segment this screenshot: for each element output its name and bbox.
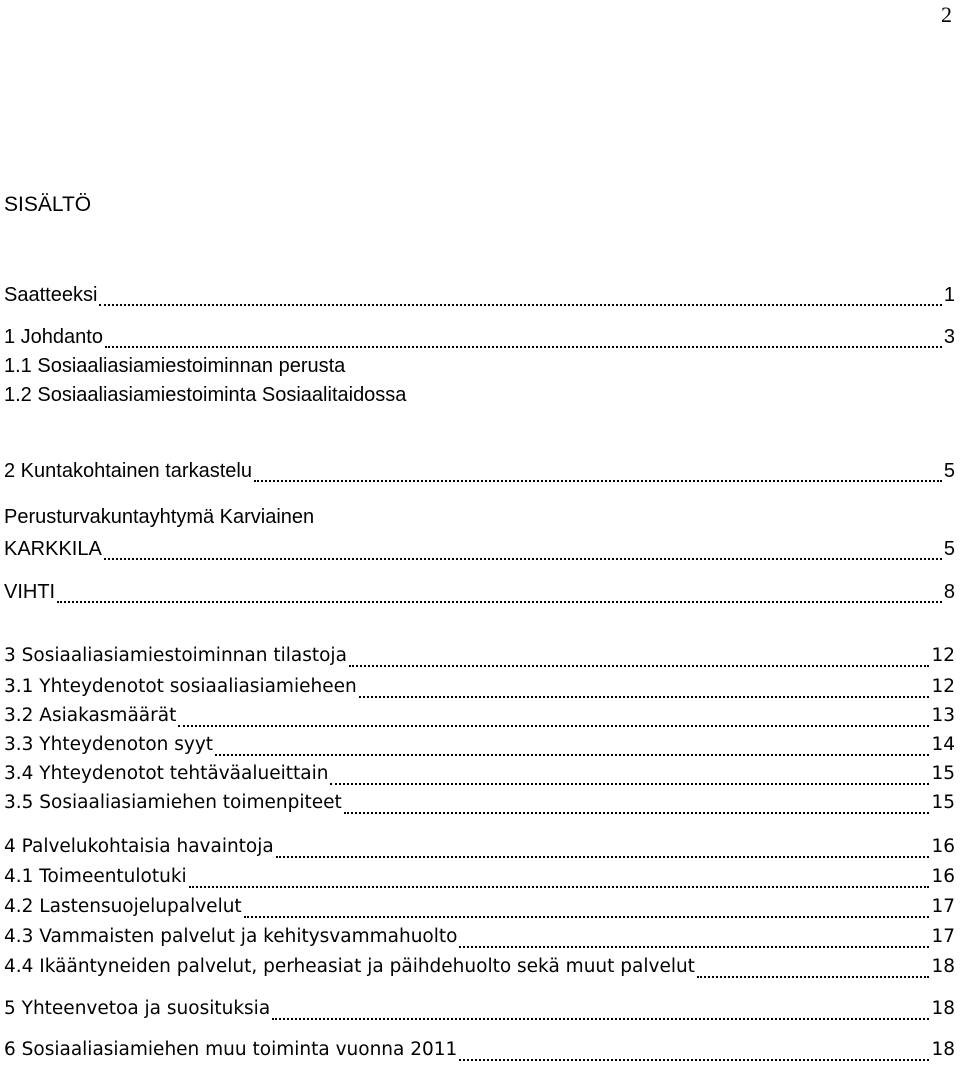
toc-entry-page: 15 (931, 763, 955, 784)
toc-entry-label: 3.5 Sosiaaliasiamiehen toimenpiteet (4, 792, 342, 813)
toc-entry-page: 17 (931, 896, 955, 917)
toc-leader (99, 304, 941, 306)
toc-entry[interactable] (4, 460, 955, 488)
toc-entry-label: 3.1 Yhteydenotot sosiaaliasiamieheen (4, 676, 357, 697)
toc-entry[interactable] (4, 1039, 955, 1067)
toc-entry-label: 1 Johdanto (4, 326, 103, 348)
toc-entry-label: Saatteeksi (4, 284, 98, 306)
toc-entry-label: VIHTI (4, 581, 56, 603)
toc-entry-label: 4.4 Ikääntyneiden palvelut, perheasiat ja päihdehuolto sekä muut palvelut (4, 956, 695, 977)
toc-leader (178, 725, 929, 727)
toc-entry-label: KARKKILA (4, 538, 102, 560)
toc-entry[interactable] (4, 792, 955, 820)
toc-entry-label: Perusturvakuntayhtymä Karviainen (4, 506, 315, 528)
toc-entry-page: 13 (931, 705, 955, 726)
toc-entry-page: 5 (943, 538, 955, 560)
toc-leader (189, 886, 930, 888)
toc-entry-page: 8 (943, 581, 955, 603)
toc-leader (272, 1018, 929, 1020)
toc-leader (244, 916, 930, 918)
toc-entry-page: 1 (943, 284, 955, 306)
toc-entry-label: 3.2 Asiakasmäärät (4, 705, 177, 726)
toc-leader (276, 856, 930, 858)
toc-entry-page: 18 (931, 998, 955, 1019)
toc-leader (344, 812, 930, 814)
toc-entry[interactable] (4, 645, 955, 673)
toc-entry[interactable] (4, 326, 955, 354)
toc-entry-page: 16 (931, 866, 955, 887)
toc-leader (254, 480, 942, 482)
toc-entry-label: 4 Palvelukohtaisia havaintoja (4, 836, 274, 857)
toc-entry[interactable] (4, 926, 955, 954)
toc-entry-page: 16 (931, 836, 955, 857)
toc-entry-page: 14 (931, 734, 955, 755)
toc-entry-label: 1.2 Sosiaaliasiamiestoiminta Sosiaalitaidossa (4, 384, 407, 406)
toc-leader (459, 946, 929, 948)
toc-entry-page: 15 (931, 792, 955, 813)
toc-entry[interactable] (4, 355, 955, 383)
toc-entry-page: 12 (931, 676, 955, 697)
toc-leader (359, 696, 930, 698)
toc-entry-label: 4.1 Toimeentulotuki (4, 866, 187, 887)
toc-entry[interactable] (4, 506, 955, 534)
toc-entry[interactable] (4, 998, 955, 1026)
toc-leader (459, 1059, 929, 1061)
toc-entry-page: 18 (931, 956, 955, 977)
toc-entry[interactable] (4, 896, 955, 924)
toc-entry-page: 3 (943, 326, 955, 348)
toc-entry-label: 4.3 Vammaisten palvelut ja kehitysvammahuolto (4, 926, 458, 947)
toc-entry[interactable] (4, 734, 955, 762)
toc-leader (215, 754, 929, 756)
toc-entry[interactable] (4, 676, 955, 704)
toc-leader (330, 783, 929, 785)
toc-entry[interactable] (4, 284, 955, 312)
toc-leader (349, 665, 930, 667)
toc-entry-page: 5 (943, 460, 955, 482)
toc-entry-label: 1.1 Sosiaaliasiamiestoiminnan perusta (4, 355, 346, 377)
toc-leader (105, 346, 942, 348)
toc-leader (104, 558, 942, 560)
toc-entry[interactable] (4, 763, 955, 791)
toc-leader (57, 601, 942, 603)
toc-entry[interactable] (4, 836, 955, 864)
page-number: 2 (941, 2, 952, 27)
toc-entry-label: 4.2 Lastensuojelupalvelut (4, 896, 242, 917)
toc-entry[interactable] (4, 705, 955, 733)
toc-entry-page: 12 (931, 645, 955, 666)
toc-entry-label: 6 Sosiaaliasiamiehen muu toiminta vuonna 2011 (4, 1039, 458, 1060)
toc-leader (697, 976, 930, 978)
toc-entry-label: 2 Kuntakohtainen tarkastelu (4, 460, 252, 482)
toc-entry-label: 3.3 Yhteydenoton syyt (4, 734, 214, 755)
toc-entry[interactable] (4, 538, 955, 566)
toc-entry-page: 18 (931, 1039, 955, 1060)
toc-entry[interactable] (4, 581, 955, 609)
toc-entry-label: 5 Yhteenvetoa ja suosituksia (4, 998, 271, 1019)
toc-entry-page: 17 (931, 926, 955, 947)
toc-entry[interactable] (4, 384, 955, 412)
toc-entry[interactable] (4, 956, 955, 984)
toc-title: SISÄLTÖ (4, 193, 92, 216)
toc-entry-label: 3.4 Yhteydenotot tehtäväalueittain (4, 763, 329, 784)
toc-entry[interactable] (4, 866, 955, 894)
toc-entry-label: 3 Sosiaaliasiamiestoiminnan tilastoja (4, 645, 347, 666)
